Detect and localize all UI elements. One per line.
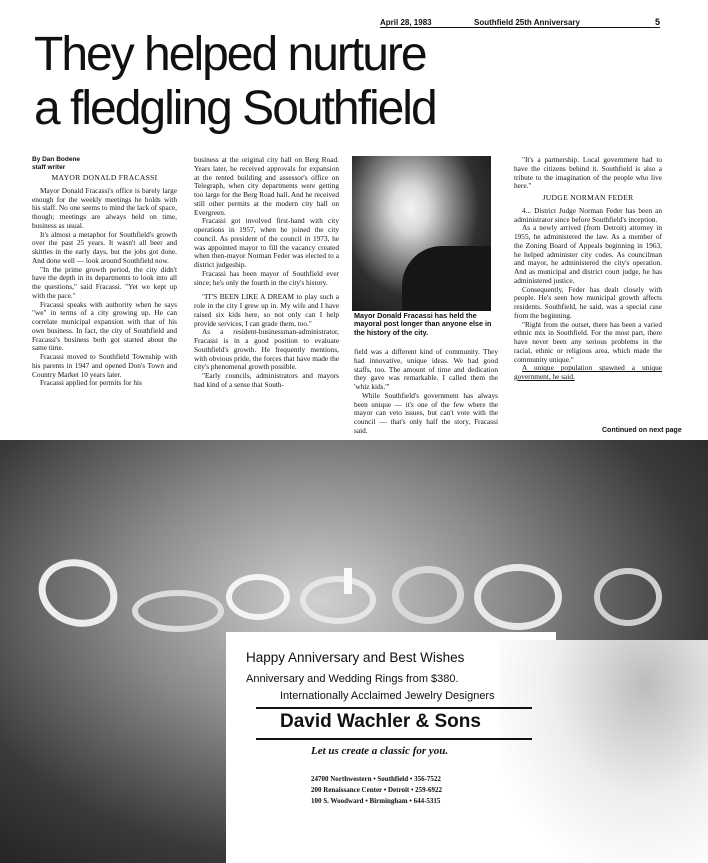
article-column-3: [354, 348, 498, 436]
ad-address-birmingham: 100 S. Woodward • Birmingham • 644-5315: [311, 797, 441, 805]
mayor-photo: [352, 156, 491, 311]
headline: [34, 28, 454, 136]
ring-setting: [344, 568, 352, 594]
headline-line-2: a fledgling Southfield: [34, 82, 436, 135]
page-header: [380, 14, 660, 28]
byline-role: staff writer: [32, 163, 66, 171]
paragraph: While Southfield's government has always been unique — it's one of the few where the mayor can veto issues, but can't vote with the council — that's only half the story, Fracassi said.: [354, 390, 498, 435]
ring-image: [594, 568, 662, 626]
ring-image: [300, 576, 376, 624]
ad-light-corner: [500, 640, 708, 863]
paragraph: field was a different kind of community. They had innovative, unique ideas. We had good staffs, too. The amount of time and dedication they gave was remarkable. I called them the 'whiz kids.'": [354, 347, 498, 391]
headline-line-1: They helped nurture: [34, 28, 426, 81]
jewelry-advertisement: [0, 440, 708, 863]
section-name: Southfield 25th Anniversary: [474, 18, 580, 27]
paragraph: business at the original city hall on Berg Road. Years later, he received approvals for expansion at the rented building and assessor's office on Telegraph, when city departments were getting too large for the Berg Road hall. And he received still other permits at the modern city hall on Evergreen.: [194, 155, 339, 217]
ad-designers-line: Internationally Acclaimed Jewelry Designers: [280, 690, 495, 702]
paragraph: A unique population spawned a unique government, he said.: [514, 363, 662, 381]
byline: [32, 156, 177, 171]
paragraph: Mayor Donald Fracassi's office is barely large enough for the weekly meetings he holds with his staff. No one seems to mind the lack of space, though; meetings are always held on time, business as usual.: [32, 185, 177, 230]
ad-brand-name: David Wachler & Sons: [280, 711, 481, 732]
paragraph: Fracassi has been mayor of Southfield ever since; he's only the fourth in the city's history.: [194, 268, 339, 287]
paragraph: "Early councils, administrators and mayors had kind of a sense that South-: [194, 371, 339, 389]
byline-name: By Dan Bodene: [32, 156, 81, 163]
paragraph: "IT'S BEEN LIKE A DREAM to play such a role in the city I grew up in. My wife and I have raised six kids here, so not only can I help provide services, I can grade them, too.": [194, 292, 339, 328]
paragraph: As a resident-businessman-administrator, Fracassi is in a good position to evaluate Southfield's growth. He frequently mentions, with obvious pride, the forces that have made the city's phenomenal growth possible.: [194, 327, 339, 372]
article-column-1: [32, 156, 177, 388]
ring-image: [392, 566, 464, 624]
paragraph: As a newly arrived (from Detroit) attorney in 1955, he administered the law. As a member of the Zoning Board of Appeals beginning in 1963, he helped administer city codes. As councilman and mayor, he administered the city's operation. And as municipal and district court judge, he has administered justice.: [514, 223, 662, 285]
paragraph: It's almost a metaphor for Southfield's growth over the past 25 years. It wasn't all beer and skittles in the early days, but the jobs got done. And done well — look around Southfield now.: [32, 229, 177, 265]
ad-addresses: [311, 774, 442, 807]
ad-address-detroit: 200 Renaissance Center • Detroit • 259-6922: [311, 786, 443, 794]
ad-brand-rule-top: [256, 707, 532, 709]
ad-address-southfield: 24700 Northwestern • Southfield • 356-7522: [311, 775, 441, 783]
article-column-2: [194, 156, 339, 390]
issue-date: April 28, 1983: [380, 18, 432, 27]
paragraph: "It's a partnership. Local government had to have the citizens behind it. Southfield is also a tribute to the imagination of the people who live here.": [514, 155, 662, 191]
ring-image: [474, 564, 562, 630]
subhead-judge: JUDGE NORMAN FEDER: [542, 193, 634, 202]
ring-image: [30, 549, 126, 636]
ad-tagline: Let us create a classic for you.: [311, 745, 449, 757]
ad-price-line: Anniversary and Wedding Rings from $380.: [246, 673, 459, 685]
photo-suit-shape: [402, 246, 491, 311]
photo-caption: Mayor Donald Fracassi has held the mayoral post longer than anyone else in the history of the city.: [354, 311, 492, 337]
paragraph: Fracassi moved to Southfield Township with his parents in 1947 and opened Don's Town and Country Market 10 years later.: [32, 352, 177, 379]
paragraph: Fracassi got involved first-hand with city operations in 1957, when he joined the city council. As president of the council in 1973, he was appointed mayor to fill the vacancy created when then-mayor Norman Feder was elected to a district judgeship.: [194, 216, 339, 269]
page-number: 5: [654, 17, 660, 27]
article-column-4: [514, 156, 662, 382]
subhead-mayor: MAYOR DONALD FRACASSI: [51, 173, 158, 182]
ring-image: [226, 574, 290, 620]
ring-image: [132, 590, 224, 632]
continued-note: Continued on next page: [602, 427, 682, 434]
paragraph: 4... District Judge Norman Feder has been an administrator since before Southfield's inception.: [514, 205, 662, 224]
ad-greeting: Happy Anniversary and Best Wishes: [246, 650, 465, 665]
paragraph: "Right from the outset, there has been a varied ethnic mix in Southfield. For the most part, there have never been any serious problems in the racial, ethnic or religious area, which made the community unique.": [514, 319, 662, 364]
ad-brand-rule-bottom: [256, 738, 532, 740]
paragraph: Consequently, Feder has dealt closely with people. He's seen how municipal growth affects residents. Southfield, he said, was a special case from the beginning.: [514, 284, 662, 320]
paragraph: Fracassi speaks with authority when he says "we" in terms of a city growing up. He can correlate municipal expansion with that of his own business. In fact, the city of Southfield and Fracassi's business both got started about the same time.: [32, 299, 177, 353]
paragraph: "In the prime growth period, the city didn't have the depth in its departments to look into all the questions," said Fracassi. "Yet we kept up with the pace.": [32, 264, 177, 300]
paragraph: Fracassi applied for permits for his: [40, 378, 142, 388]
